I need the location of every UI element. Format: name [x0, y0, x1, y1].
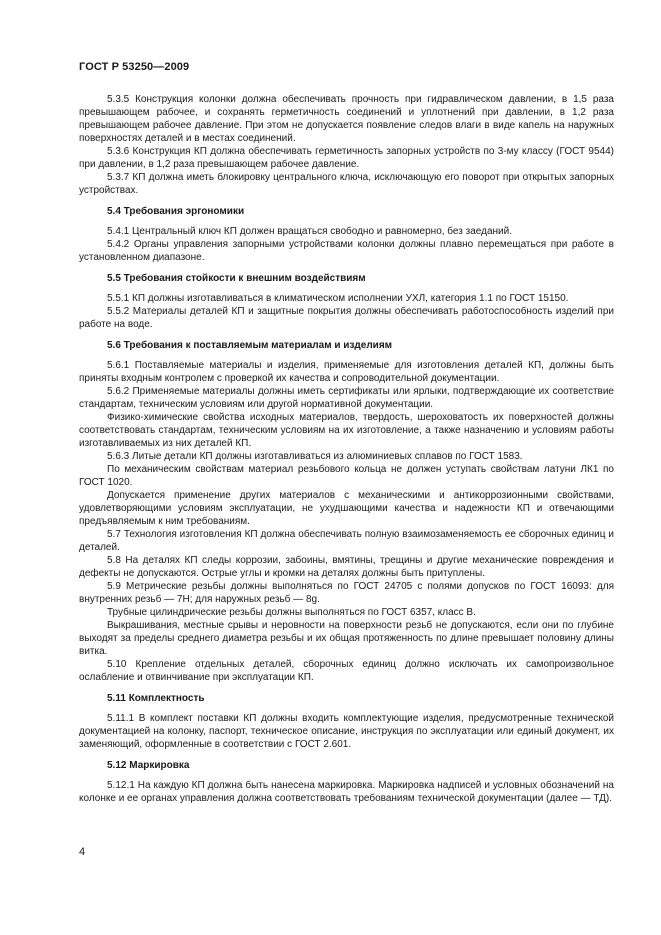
paragraph: Допускается применение других материалов с механическими и антикоррозионными свойствами, удовлетворяющими условиям эксплуатации, не ухудшающими качества и надежности КП и отвечающими предъявляемым к ним требованиям.: [79, 490, 614, 527]
paragraph: 5.6.2 Применяемые материалы должны иметь сертификаты или ярлыки, подтверждающие их соответствие стандартам, техническим условиям или другой нормативной документации.: [79, 386, 614, 410]
section-heading: 5.6 Требования к поставляемым материалам и изделиям: [107, 340, 393, 351]
section-heading: 5.4 Требования эргономики: [107, 206, 245, 217]
section-heading: 5.5 Требования стойкости к внешним воздействиям: [107, 273, 366, 284]
page-number: 4: [79, 846, 86, 858]
paragraph: 5.10 Крепление отдельных деталей, сборочных единиц должно исключать их самопроизвольное ослабление и отвинчивание при эксплуатации КП.: [79, 659, 614, 683]
paragraph: 5.11.1 В комплект поставки КП должны входить комплектующие изделия, предусмотренные технической документацией на колонку, паспорт, техническое описание, инструкция по эксплуатации или единый документ, их заменяющий, оформленные в соответствии с ГОСТ 2.601.: [79, 713, 614, 750]
paragraph: Трубные цилиндрические резьбы должны выполняться по ГОСТ 6357, класс В.: [107, 607, 476, 618]
paragraph: По механическим свойствам материал резьбового кольца не должен уступать свойствам латуни ЛК1 по ГОСТ 1020.: [79, 464, 614, 488]
paragraph: 5.7 Технология изготовления КП должна обеспечивать полную взаимозаменяемость ее сборочных единиц и деталей.: [79, 529, 614, 553]
paragraph: Выкрашивания, местные срывы и неровности на поверхности резьб не допускаются, если они по глубине выходят за пределы среднего диаметра резьбы и их общая протяженность по длине превышает половину длины витка.: [79, 620, 614, 657]
section-heading: 5.11 Комплектность: [107, 693, 205, 704]
paragraph: 5.6.1 Поставляемые материалы и изделия, применяемые для изготовления деталей КП, должны быть приняты входным контролем с проверкой их качества и сопроводительной документации.: [79, 360, 614, 384]
paragraph: 5.8 На деталях КП следы коррозии, забоины, вмятины, трещины и другие механические повреждения и дефекты не допускаются. Острые углы и кромки на деталях должны быть притуплены.: [79, 555, 614, 579]
paragraph: Физико-химические свойства исходных материалов, твердость, шероховатость их поверхностей должны соответствовать стандартам, техническим условиям на их изготовление, а также назначению и условиям работы изготавливаемых из них деталей КП.: [79, 412, 614, 449]
paragraph: 5.5.2 Материалы деталей КП и защитные покрытия должны обеспечивать работоспособность изделий при работе на воде.: [79, 306, 614, 330]
paragraph: 5.4.1 Центральный ключ КП должен вращаться свободно и равномерно, без заеданий.: [107, 226, 512, 237]
paragraph: 5.3.7 КП должна иметь блокировку центрального ключа, исключающую его поворот при открытых запорных устройствах.: [79, 172, 614, 196]
paragraph: 5.3.6 Конструкция КП должна обеспечивать герметичность запорных устройств по 3-му классу (ГОСТ 9544) при давлении, в 1,2 раза превышающем рабочее давление.: [79, 146, 614, 170]
paragraph: 5.9 Метрические резьбы должны выполняться по ГОСТ 24705 с полями допусков по ГОСТ 16093: для внутренних резьб — 7Н; для наружных резьб — 8g.: [79, 581, 614, 605]
paragraph: 5.5.1 КП должны изготавливаться в климатическом исполнении УХЛ, категория 1.1 по ГОСТ 15150.: [107, 293, 569, 304]
paragraph: 5.12.1 На каждую КП должна быть нанесена маркировка. Маркировка надписей и условных обозначений на колонке и ее органах управления должна соответствовать требованиям технической документации (далее — ТД).: [79, 780, 614, 804]
paragraph: 5.6.3 Литые детали КП должны изготавливаться из алюминиевых сплавов по ГОСТ 1583.: [107, 451, 523, 462]
page-header: ГОСТ Р 53250—2009: [79, 61, 190, 73]
document-body: [79, 93, 614, 805]
section-heading: 5.12 Маркировка: [107, 760, 190, 771]
paragraph: 5.3.5 Конструкция колонки должна обеспечивать прочность при гидравлическом давлении, в 1,5 раза превышающем рабочее, и сохранять герметичность соединений и уплотнений при давлении, в 1,2 раза превышающем рабочее давление. При этом не допускается появление следов влаги в виде капель на наружных поверхностях деталей и в местах соединений.: [79, 94, 614, 144]
paragraph: 5.4.2 Органы управления запорными устройствами колонки должны плавно перемещаться при работе в установленном диапазоне.: [79, 239, 614, 263]
